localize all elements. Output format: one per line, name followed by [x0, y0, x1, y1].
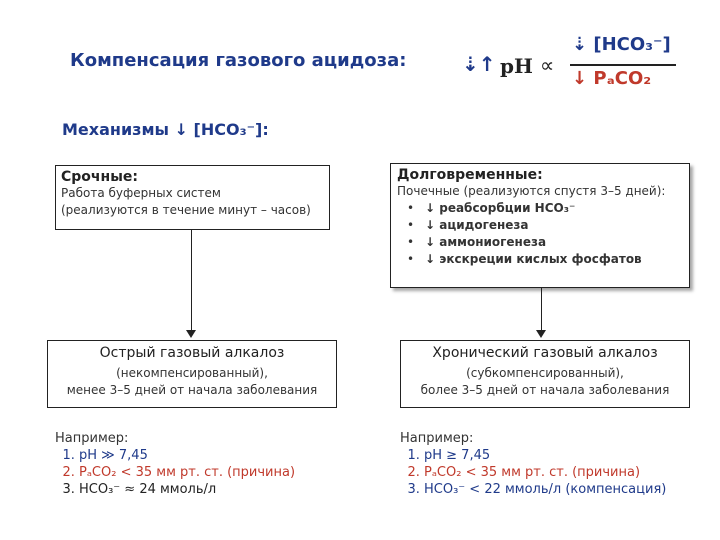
ph-symbol: pH [500, 54, 533, 78]
list-item: • ↓ экскреции кислых фосфатов [397, 251, 683, 268]
list-item: 2. PₐCO₂ < 35 мм рт. ст. (причина) [424, 464, 710, 481]
fraction-line [570, 64, 676, 66]
ph-change-arrows: ⇣↑ [462, 52, 496, 76]
slide-title: Компенсация газового ацидоза: [70, 50, 407, 71]
urgent-mechanisms-box [55, 165, 330, 230]
ph-formula [462, 34, 692, 94]
example-right [400, 430, 710, 498]
urgent-line-1: Работа буферных систем [61, 186, 221, 200]
longterm-mechanisms-box [390, 163, 690, 288]
example-right-heading: Например: [400, 431, 474, 446]
arrowhead-right [536, 330, 546, 338]
chronic-sub-1: (субкомпенсированный), [466, 366, 624, 380]
longterm-heading: Долговременные: [397, 167, 543, 183]
example-right-list [400, 447, 710, 498]
chronic-sub-2: более 3–5 дней от начала заболевания [420, 383, 670, 397]
chronic-title: Хронический газовый алкалоз [432, 345, 658, 361]
renal-mechanisms-list [397, 200, 683, 268]
longterm-subheading: Почечные (реализуются спустя 3–5 дней): [397, 184, 666, 198]
connector-line-left [191, 230, 192, 330]
example-left-heading: Например: [55, 431, 129, 446]
list-item: • ↓ аммониогенеза [397, 234, 683, 251]
list-item: 1. pH ≥ 7,45 [424, 447, 710, 464]
list-item: 3. HCO₃⁻ ≈ 24 ммоль/л [79, 481, 355, 498]
formula-numerator: ⇣ [HCO₃⁻] [572, 34, 671, 55]
list-item: 2. PₐCO₂ < 35 мм рт. ст. (причина) [79, 464, 355, 481]
acute-sub-1: (некомпенсированный), [116, 366, 268, 380]
urgent-line-2: (реализуются в течение минут – часов) [61, 203, 311, 217]
mechanisms-heading: Механизмы ↓ [HCO₃⁻]: [62, 120, 269, 139]
list-item: • ↓ ацидогенеза [397, 217, 683, 234]
proportional-symbol: ∝ [540, 53, 555, 77]
acute-title: Острый газовый алкалоз [99, 345, 285, 361]
list-item: 1. pH ≫ 7,45 [79, 447, 355, 464]
example-left [55, 430, 355, 498]
acute-alkalosis-box [47, 340, 337, 408]
formula-denominator: ↓ PₐCO₂ [572, 68, 652, 89]
arrowhead-left [186, 330, 196, 338]
list-item: • ↓ реабсорбции HCO₃⁻ [397, 200, 683, 217]
example-left-list [55, 447, 355, 498]
acute-sub-2: менее 3–5 дней от начала заболевания [66, 383, 318, 397]
urgent-heading: Срочные: [61, 169, 138, 185]
chronic-alkalosis-box [400, 340, 690, 408]
connector-line-right [541, 288, 542, 330]
list-item: 3. HCO₃⁻ < 22 ммоль/л (компенсация) [424, 481, 710, 498]
